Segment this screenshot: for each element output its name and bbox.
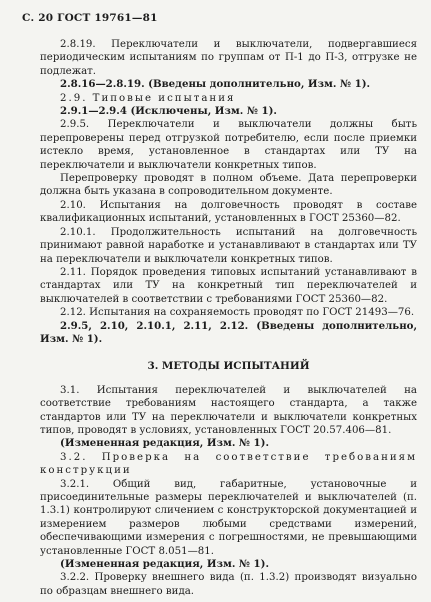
page-header: С. 20 ГОСТ 19761—81 <box>22 12 158 24</box>
paragraph-3-2-2: 3.2.2. Проверку внешнего вида (п. 1.3.2) производят визуально по образцам внешнего вида. <box>40 572 417 597</box>
paragraph-3-1: 3.1. Испытания переключателей и выключателей на соответствие требованиям настоящего стандарта, а также стандартов или ТУ на переключатели и выключатели конкретных типов, проводят в условиях, установленных ГОСТ 20.57.406—81. <box>40 384 417 436</box>
amendment-note: 2.9.1—2.9.4 (Исключены, Изм. № 1). <box>60 105 277 118</box>
paragraph-2-9-5: 2.9.5. Переключатели и выключатели должны быть перепроверены перед отгрузкой потребителю, если после приемки истекло время, установленное в стандартах или ТУ на переключатели и выключатели конкретных типов. <box>40 119 417 171</box>
section-title: 3. МЕТОДЫ ИСПЫТАНИЙ <box>147 360 310 373</box>
paragraph-2-10-1: 2.10.1. Продолжительность испытаний на долговечность принимают равной наработке и устанавливают в стандартах или ТУ на переключатели и выключатели конкретных типов. <box>40 226 417 265</box>
document-body <box>40 38 417 598</box>
paragraph-2-12: 2.12. Испытания на сохраняемость проводят по ГОСТ 21493—76. <box>60 307 415 319</box>
subsection-heading: 3.2. Проверка на соответствие требованиям конструкции <box>40 451 417 477</box>
amendment-note: 2.8.16—2.8.19. (Введены дополнительно, Изм. № 1). <box>60 78 371 91</box>
paragraph-3-2-1: 3.2.1. Общий вид, габаритные, установочные и присоединительные размеры переключателей и выключателей (п. 1.3.1) контролируют сличением с конструкторской документацией и измерением размеров любыми средствами измерений, обеспечивающими измерения с погрешностями, не превышающими установленные ГОСТ 8.051—81. <box>40 478 417 557</box>
paragraph-2-10: 2.10. Испытания на долговечность проводят в составе квалификационных испытаний, установленных в ГОСТ 25360—82. <box>40 199 417 225</box>
paragraph-2-11: 2.11. Порядок проведения типовых испытаний устанавливают в стандартах или ТУ на конкретный тип переключателей и выключателей в соответствии с требованиями ГОСТ 25360—82. <box>40 266 417 305</box>
amendment-note: (Измененная редакция, Изм. № 1). <box>60 437 270 450</box>
amendment-note: 2.9.5, 2.10, 2.10.1, 2.11, 2.12. (Введены дополнительно, Изм. № 1). <box>40 319 417 345</box>
amendment-note: (Измененная редакция, Изм. № 1). <box>60 558 270 571</box>
subsection-heading: 2.9. Типовые испытания <box>60 92 236 104</box>
paragraph-2-8-19: 2.8.19. Переключатели и выключатели, подвергавшиеся периодическим испытаниям по группам от П-1 до П-3, отгрузке не подлежат. <box>40 39 417 77</box>
paragraph-recheck: Перепроверку проводят в полном объеме. Дата перепроверки должна быть указана в сопроводительном документе. <box>40 173 417 198</box>
